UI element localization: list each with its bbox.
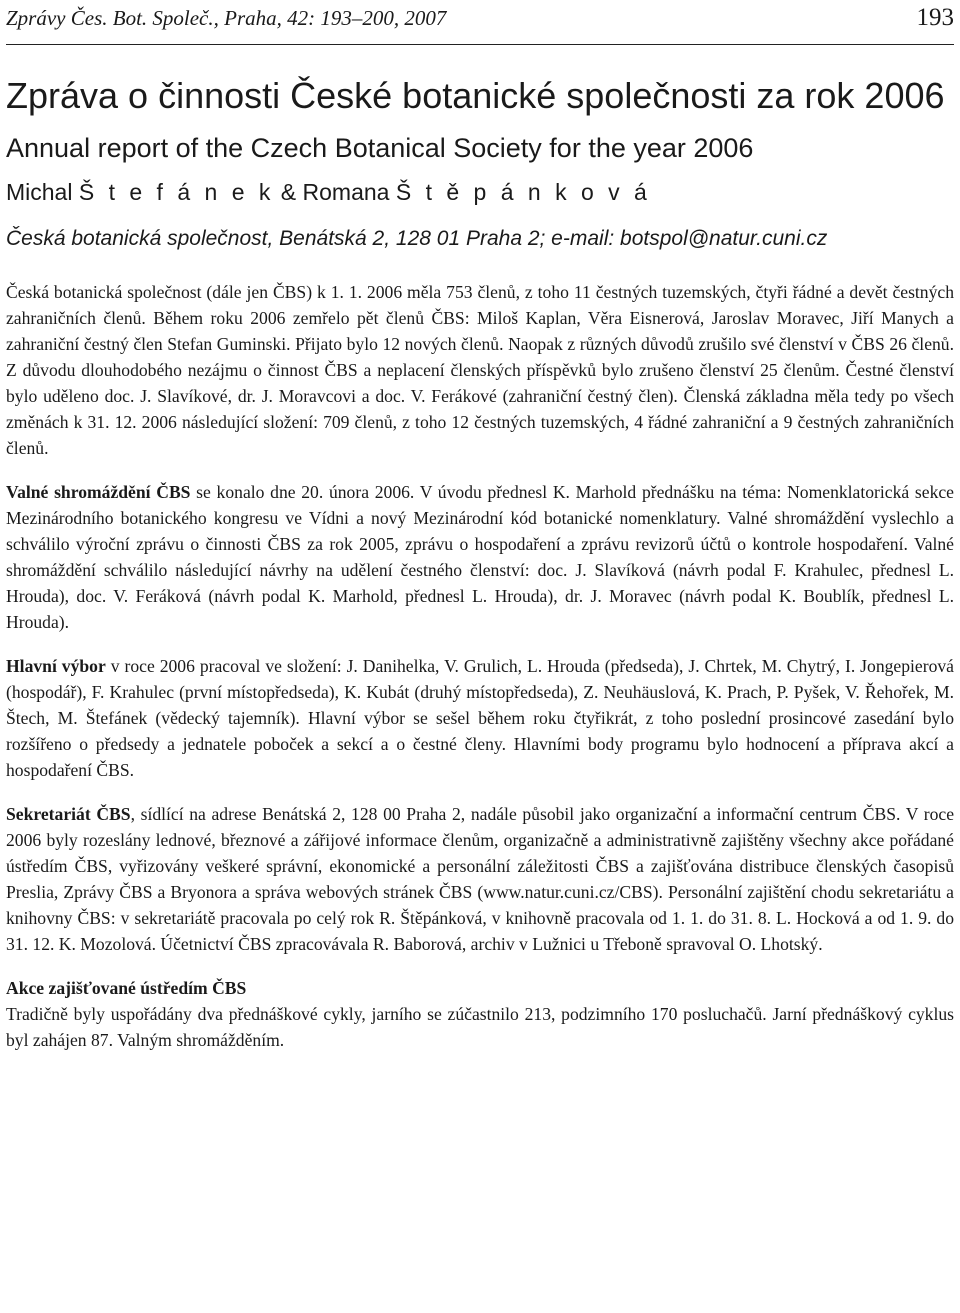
paragraph-membership: Česká botanická společnost (dále jen ČBS) k 1. 1. 2006 měla 753 členů, z toho 11 čestných tuzemských, čtyři řádné a devět čestných zahraničních členů. Během roku 2006 zemřelo pět členů ČBS: Miloš Kaplan, Věra Eisnerová, Jaroslav Moravec, Jiří Manych a zahraniční čestný člen Stefan Guminski. Přijato bylo 12 nových členů. Naopak z různých důvodů zrušilo své členství v ČBS 26 členů. Z důvodu dlouhodobého nezájmu o činnost ČBS a neplacení členských příspěvků bylo zrušeno členství 25 členům. Čestné členství bylo uděleno doc. J. Slavíkové, dr. J. Moravcovi a doc. V. Ferákové (zahraniční čestný člen). Členská základna měla tedy po všech změnách k 31. 12. 2006 následující složení: 709 členů, z toho 12 čestných tuzemských, 4 řádné zahraniční a 9 čestných zahraničních členů. bbox=[6, 282, 954, 458]
author2-last-name: Š t ě p á n k o v á bbox=[395, 179, 651, 205]
affiliation: Česká botanická společnost, Benátská 2, 128 01 Praha 2; e-mail: botspol@natur.cuni.cz bbox=[6, 227, 828, 250]
paragraph-text: , sídlící na adrese Benátská 2, 128 00 Praha 2, nadále působil jako organizační a informační centrum ČBS. V roce 2006 byly rozeslány lednové, březnové a zářijové informace členům, organizačně a administrativně zajištěny všechny akce pořádané ústředím ČBS, vyřizovány veškeré správní, ekonomické a personální záležitosti ČBS a zajišťována distribuce členských časopisů Preslia, Zprávy ČBS a Bryonora a správa webových stránek ČBS (www.natur.cuni.cz/CBS). Personální zajištění chodu sekretariátu a knihovny ČBS: v sekretariátě pracovala po celý rok R. Štěpánková, v knihovně pracovala od 1. 1. do 31. 8. L. Hocková a od 1. 9. do 31. 12. K. Mozolová. Účetnictví ČBS zpracovávala R. Baborová, archiv v Lužnici u Třeboně spravoval O. Lhotský. bbox=[6, 804, 954, 954]
paragraph-main-committee bbox=[6, 653, 954, 783]
paragraph-secretariat bbox=[6, 801, 954, 957]
paragraph-text: se konalo dne 20. února 2006. V úvodu přednesl K. Marhold přednášku na téma: Nomenklatorická sekce Mezinárodního botanického kongresu ve Vídni a nový Mezinárodní kód botanické nomenklatury. Valné shromáždění vyslechlo a schválilo výroční zprávu o činnosti ČBS za rok 2005, zprávu o hospodaření a zprávu revizorů účtů o kontrole hospodaření. Valné shromáždění schválilo následující návrhy na udělení čestného členství: doc. J. Slavíková (návrh podal F. Krahulec, přednesl L. Hrouda), doc. V. Feráková (návrh podal K. Marhold, přednesl L. Hrouda), dr. J. Moravec (návrh podal K. Boublík, přednesl L. Hrouda). bbox=[6, 482, 954, 632]
section-heading-events: Akce zajišťované ústředím ČBS bbox=[6, 978, 247, 998]
inline-heading-main-committee: Hlavní výbor bbox=[6, 656, 106, 676]
journal-citation: Zprávy Čes. Bot. Společ., Praha, 42: 193–200, 2007 bbox=[6, 6, 447, 30]
author1-last-name: Š t e f á n e k bbox=[78, 179, 275, 205]
article-title-english: Annual report of the Czech Botanical Society for the year 2006 bbox=[6, 133, 754, 163]
article-title-czech: Zpráva o činnosti České botanické společnosti za rok 2006 bbox=[6, 75, 945, 116]
author-line bbox=[6, 177, 954, 207]
author-separator: & bbox=[280, 179, 297, 205]
page bbox=[6, 0, 954, 1053]
page-number: 193 bbox=[916, 4, 954, 31]
author1-first-name: Michal bbox=[6, 179, 73, 205]
paragraph-general-assembly bbox=[6, 479, 954, 635]
paragraph-events: Tradičně byly uspořádány dva přednáškové cykly, jarního se zúčastnilo 213, podzimního 170 posluchačů. Jarní přednáškový cyklus byl zahájen 87. Valným shromážděním. bbox=[6, 1004, 954, 1050]
inline-heading-secretariat: Sekretariát ČBS bbox=[6, 804, 131, 824]
paragraph-text: v roce 2006 pracoval ve složení: J. Danihelka, V. Grulich, L. Hrouda (předseda), J. Chrtek, M. Chytrý, I. Jongepierová (hospodář), F. Krahulec (první místopředseda), K. Kubát (druhý místopředseda), Z. Neuhäuslová, K. Prach, P. Pyšek, V. Řehořek, M. Štech, M. Štefánek (vědecký tajemník). Hlavní výbor se sešel během roku čtyřikrát, z toho poslední prosincové zasedání bylo rozšířeno o předsedy a jednatele poboček a sekcí a o čestné členy. Hlavními body programu bylo hodnocení a příprava akcí a hospodaření ČBS. bbox=[6, 656, 954, 780]
inline-heading-general-assembly: Valné shromáždění ČBS bbox=[6, 482, 191, 502]
running-header bbox=[6, 0, 954, 45]
author2-first-name: Romana bbox=[302, 179, 390, 205]
